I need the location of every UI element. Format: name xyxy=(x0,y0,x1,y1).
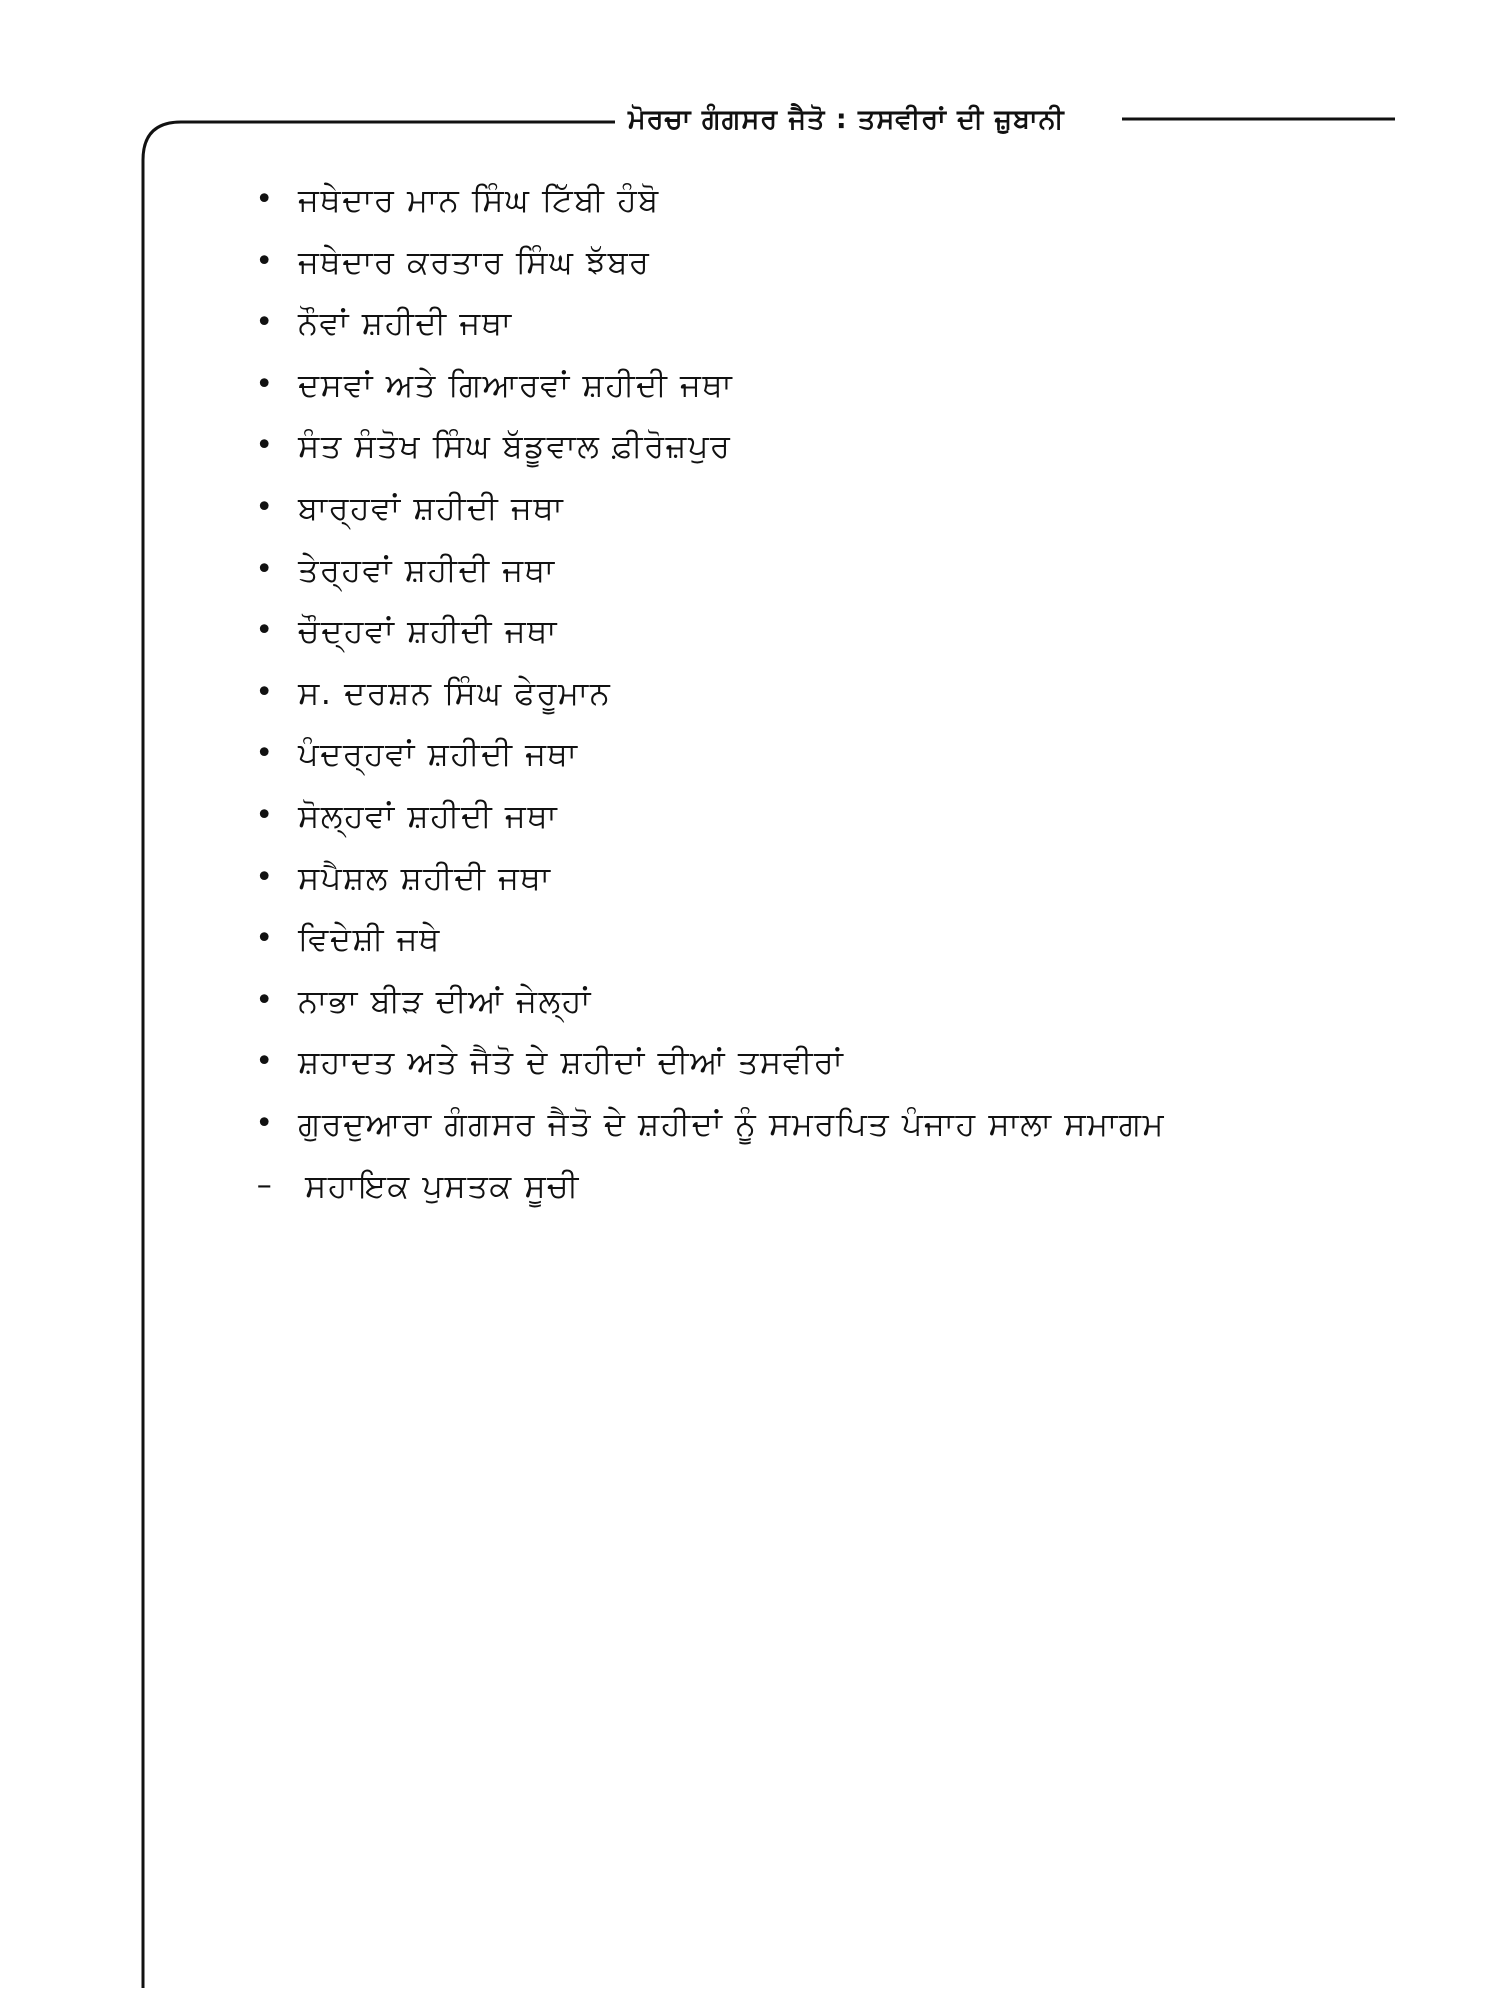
bullet: • xyxy=(255,182,275,217)
list-item-label: ਨਾਭਾ ਬੀੜ ਦੀਆਂ ਜੇਲ੍ਹਾਂ xyxy=(298,981,592,1020)
bullet: • xyxy=(255,366,275,402)
list-item-label: ਤੇਰ੍ਹਵਾਂ ਸ਼ਹੀਦੀ ਜਥਾ xyxy=(298,550,556,589)
bullet: • xyxy=(255,674,275,710)
list-item-label: ਸੋਲ੍ਹਵਾਂ ਸ਼ਹੀਦੀ ਜਥਾ xyxy=(298,796,559,835)
bullet: • xyxy=(255,1044,275,1080)
list-item-label: ਚੌਦ੍ਹਵਾਂ ਸ਼ਹੀਦੀ ਜਥਾ xyxy=(298,612,559,651)
bullet: • xyxy=(255,243,275,279)
list-item-label: ਵਿਦੇਸ਼ੀ ਜਥੇ xyxy=(298,920,441,959)
bullet: • xyxy=(255,982,275,1018)
list-item-label: ਗੁਰਦੁਆਰਾ ਗੰਗਸਰ ਜੈਤੋ ਦੇ ਸ਼ਹੀਦਾਂ ਨੂੰ ਸਮਰਪਿਤ ਪੰਜਾਹ ਸਾਲਾ ਸਮਾਗਮ xyxy=(298,1104,1166,1143)
list-item-label: ਬਾਰ੍ਹਵਾਂ ਸ਼ਹੀਦੀ ਜਥਾ xyxy=(298,488,565,527)
bullet: • xyxy=(255,1105,275,1141)
list-item-label: ਪੰਦਰ੍ਹਵਾਂ ਸ਼ਹੀਦੀ ਜਥਾ xyxy=(298,735,579,774)
list-item-label: ਸਪੈਸ਼ਲ ਸ਼ਹੀਦੀ ਜਥਾ xyxy=(298,858,552,897)
list-item-label: ਸਹਾਇਕ ਪੁਸਤਕ ਸੂਚੀ xyxy=(305,1166,580,1205)
bullet: • xyxy=(255,736,275,772)
bullet: • xyxy=(255,859,275,895)
dash-marker: – xyxy=(256,1167,274,1203)
list-item-label: ਜਥੇਦਾਰ ਕਰਤਾਰ ਸਿੰਘ ਝੱਬਰ xyxy=(298,242,651,281)
bullet: • xyxy=(255,428,275,464)
bullet: • xyxy=(255,551,275,587)
bullet: • xyxy=(255,797,275,833)
bullet: • xyxy=(255,921,275,957)
list-item-label: ਨੌਵਾਂ ਸ਼ਹੀਦੀ ਜਥਾ xyxy=(298,304,513,343)
bullet: • xyxy=(255,489,275,525)
list-item-label: ਦਸਵਾਂ ਅਤੇ ਗਿਆਰਵਾਂ ਸ਼ਹੀਦੀ ਜਥਾ xyxy=(298,365,734,404)
list-item-label: ਸ. ਦਰਸ਼ਨ ਸਿੰਘ ਫੇਰੂਮਾਨ xyxy=(298,673,612,712)
bullet: • xyxy=(255,305,275,341)
bullet: • xyxy=(255,613,275,649)
list-item-label: ਜਥੇਦਾਰ ਮਾਨ ਸਿੰਘ ਟਿੱਬੀ ਹੰਬੋ xyxy=(298,181,660,219)
running-header: ਮੋਰਚਾ ਗੰਗਸਰ ਜੈਤੋ : ਤਸਵੀਰਾਂ ਦੀ ਜ਼ੁਬਾਨੀ xyxy=(620,100,1073,140)
list-item-label: ਸ਼ਹਾਦਤ ਅਤੇ ਜੈਤੋ ਦੇ ਸ਼ਹੀਦਾਂ ਦੀਆਂ ਤਸਵੀਰਾਂ xyxy=(298,1043,845,1082)
list-item-label: ਸੰਤ ਸੰਤੋਖ ਸਿੰਘ ਬੱਡੂਵਾਲ ਫ਼ੀਰੋਜ਼ਪੁਰ xyxy=(298,427,732,466)
